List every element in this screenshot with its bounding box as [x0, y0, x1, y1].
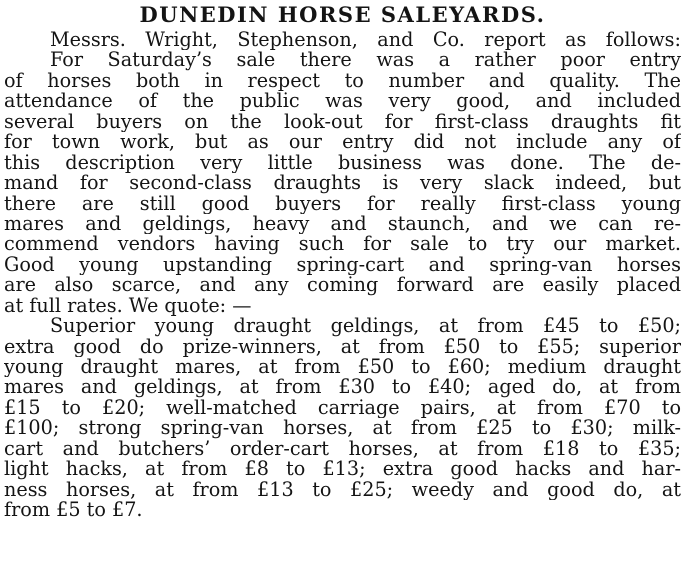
text-line: are also scarce, and any coming forward are easily placed — [4, 275, 681, 296]
text-line: several buyers on the look-out for first-class draughts fit — [4, 111, 681, 133]
text-line: For Saturday’s sale there was a rather poor entry — [50, 50, 681, 71]
article-title: DUNEDIN HORSE SALEYARDS. — [139, 2, 546, 27]
text-line: £15 to £20; well-matched carriage pairs, at from £70 to — [4, 397, 681, 419]
text-line: for town work, but as our entry did not include any of — [4, 132, 681, 153]
text-line: there are still good buyers for really first-class young — [4, 193, 681, 214]
text-line: Messrs. Wright, Stephenson, and Co. report as follows: — [50, 30, 681, 51]
article-body — [4, 30, 681, 521]
text-line: mares and geldings, at from £30 to £40; aged do, at from — [4, 377, 681, 398]
text-line: commend vendors having such for sale to try our market. — [4, 234, 681, 255]
text-line: young draught mares, at from £50 to £60; medium draught — [4, 357, 681, 378]
text-line: mand for second-class draughts is very slack indeed, but — [4, 173, 681, 194]
text-line: of horses both in respect to number and quality. The — [4, 70, 681, 92]
text-line: this description very little business was done. The de- — [4, 152, 681, 174]
text-line: light hacks, at from £8 to £13; extra good hacks and har- — [4, 459, 681, 480]
text-line: attendance of the public was very good, and included — [4, 91, 681, 112]
text-line: Good young upstanding spring-cart and spring-van horses — [4, 254, 681, 276]
text-line: at full rates. We quote: — — [4, 295, 252, 317]
text-line: cart and butchers’ order-cart horses, at from £18 to £35; — [4, 438, 681, 460]
text-line: £100; strong spring-van horses, at from £25 to £30; milk- — [4, 418, 681, 439]
text-line: extra good do prize-winners, at from £50 to £55; superior — [4, 336, 681, 357]
text-line: ness horses, at from £13 to £25; weedy and good do, at — [4, 479, 681, 501]
text-line: from £5 to £7. — [4, 500, 143, 521]
text-line: Superior young draught geldings, at from £45 to £50; — [50, 316, 681, 337]
text-line: mares and geldings, heavy and staunch, and we can re- — [4, 213, 681, 235]
